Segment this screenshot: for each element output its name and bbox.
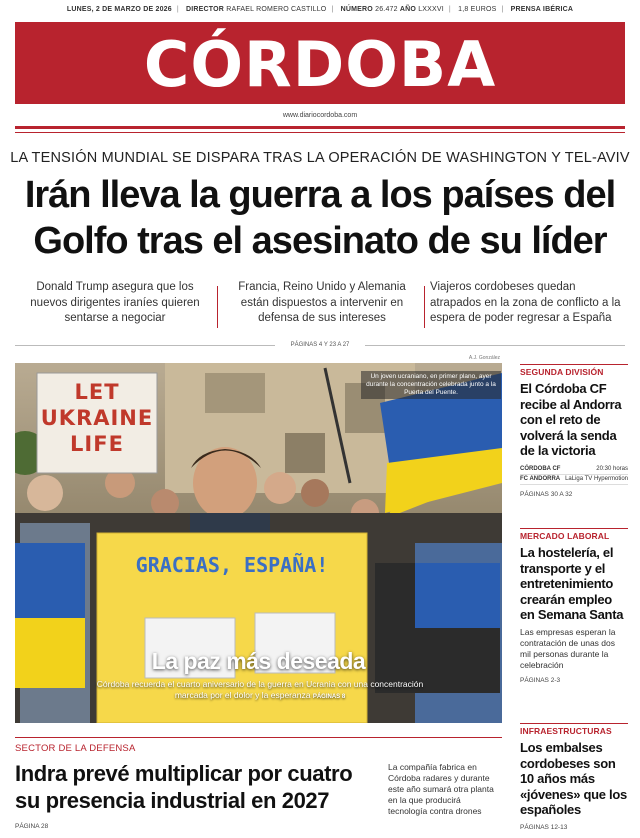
newspaper-name: CÓRDOBA [143, 28, 497, 101]
photo-credit: A.J. González [468, 355, 500, 361]
publisher-group: PRENSA IBÉRICA [510, 6, 574, 13]
masthead-rule-thin [15, 132, 625, 133]
story-pages: PÁGINAS 12-13 [520, 823, 568, 831]
section-label: INFRAESTRUCTURAS [520, 723, 628, 736]
section-label: MERCADO LABORAL [520, 528, 628, 541]
story-headline[interactable]: Los embalses cordobeses son 10 años más «jóvenes» que los españoles [520, 740, 627, 817]
top-info-bar: LUNES, 2 DE MARZO DE 2026 | DIRECTOR RAFAEL ROMERO CASTILLO | NÚMERO 26.472 AÑO LXXXVI | 1,8 EUROS | PRENSA IBÉRICA [66, 6, 574, 13]
protest-sign-top: LET UKRAINE LIFE [40, 380, 154, 456]
website-url[interactable]: www.diariocordoba.com [282, 112, 358, 119]
main-photo[interactable] [15, 363, 502, 723]
price: 1,8 EUROS [458, 6, 497, 13]
bottom-story-rule [15, 737, 502, 738]
story-text: Las empresas esperan la contratación de unas dos mil personas durante la celebración [520, 626, 616, 670]
protest-sign-main: GRACIAS, ESPAÑA! [135, 553, 329, 577]
photo-headline[interactable]: La paz más deseada [151, 648, 366, 674]
home-team: CÓRDOBA CF [520, 465, 561, 472]
match-time: 20:30 horas [596, 465, 628, 472]
section-label: SEGUNDA DIVISIÓN [520, 364, 628, 377]
masthead[interactable] [15, 22, 625, 104]
story-headline[interactable]: El Córdoba CF recibe al Andorra con el reto de volverá la senda de la victoria [520, 381, 622, 458]
lead-sub-2: Francia, Reino Unido y Alemania están dispuestos a intervenir en defensa de sus intereses [238, 281, 406, 324]
tv-channel: LaLiga TV Hypermotion [565, 475, 628, 482]
photo-text [95, 679, 425, 703]
bottom-pages: PÁGINA 28 [15, 823, 49, 830]
photo-caption: Un joven ucraniano, en primer plano, ayer durante la concentración celebrada junto a la Puerta del Puente. [361, 371, 501, 399]
director-label: DIRECTOR [186, 6, 225, 13]
number-label: NÚMERO [340, 6, 373, 13]
issue-year: LXXXVI [418, 6, 444, 13]
lead-pages-text: PÁGINAS 4 Y 23 A 27 [290, 342, 350, 348]
match-info [520, 465, 628, 485]
sidebar-story-football[interactable] [520, 364, 628, 498]
photo-text-body: Córdoba recuerda el cuarto aniversario de la guerra en Ucrania con una concentración marcada por el dolor y la esperanza [96, 679, 424, 700]
sidebar-story-employment[interactable] [520, 528, 628, 684]
sidebar-story-reservoirs[interactable] [520, 723, 628, 831]
column-divider [217, 286, 218, 328]
lead-sub-1: Donald Trump asegura que los nuevos dirigentes iraníes quieren sentarse a negociar [30, 281, 200, 324]
story-pages: PÁGINAS 2-3 [520, 676, 561, 684]
away-team: FC ANDORRA [520, 475, 561, 482]
story-pages: PÁGINAS 30 A 32 [520, 490, 573, 498]
issue-number: 26.472 [375, 6, 398, 13]
bottom-section-label: SECTOR DE LA DEFENSA [15, 743, 136, 754]
story-headline[interactable]: La hostelería, el transporte y el entretenimiento crearán empleo en Semana Santa [520, 545, 624, 622]
photo-pages: PÁGINAS 8 [312, 694, 346, 700]
director-name: RAFAEL ROMERO CASTILLO [226, 6, 327, 13]
bottom-headline[interactable]: Indra prevé multiplicar por cuatro su presencia industrial en 2027 [15, 761, 353, 813]
lead-sub-3: Viajeros cordobeses quedan atrapados en la zona de conflicto a la espera de poder regresar a España [430, 281, 621, 324]
masthead-rule [15, 126, 625, 129]
column-divider [424, 286, 425, 328]
lead-kicker: LA TENSIÓN MUNDIAL SE DISPARA TRAS LA OPERACIÓN DE WASHINGTON Y TEL-AVIV [10, 150, 630, 166]
bottom-side-text: La compañía fabrica en Córdoba radares y durante este año sumará otra planta en la que producirá tecnología contra drones [388, 762, 494, 816]
issue-date: LUNES, 2 DE MARZO DE 2026 [66, 6, 172, 13]
lead-pages [15, 339, 625, 351]
year-label: AÑO [399, 6, 417, 13]
lead-headline[interactable]: Irán lleva la guerra a los países del Golfo tras el asesinato de su líder [24, 174, 616, 262]
